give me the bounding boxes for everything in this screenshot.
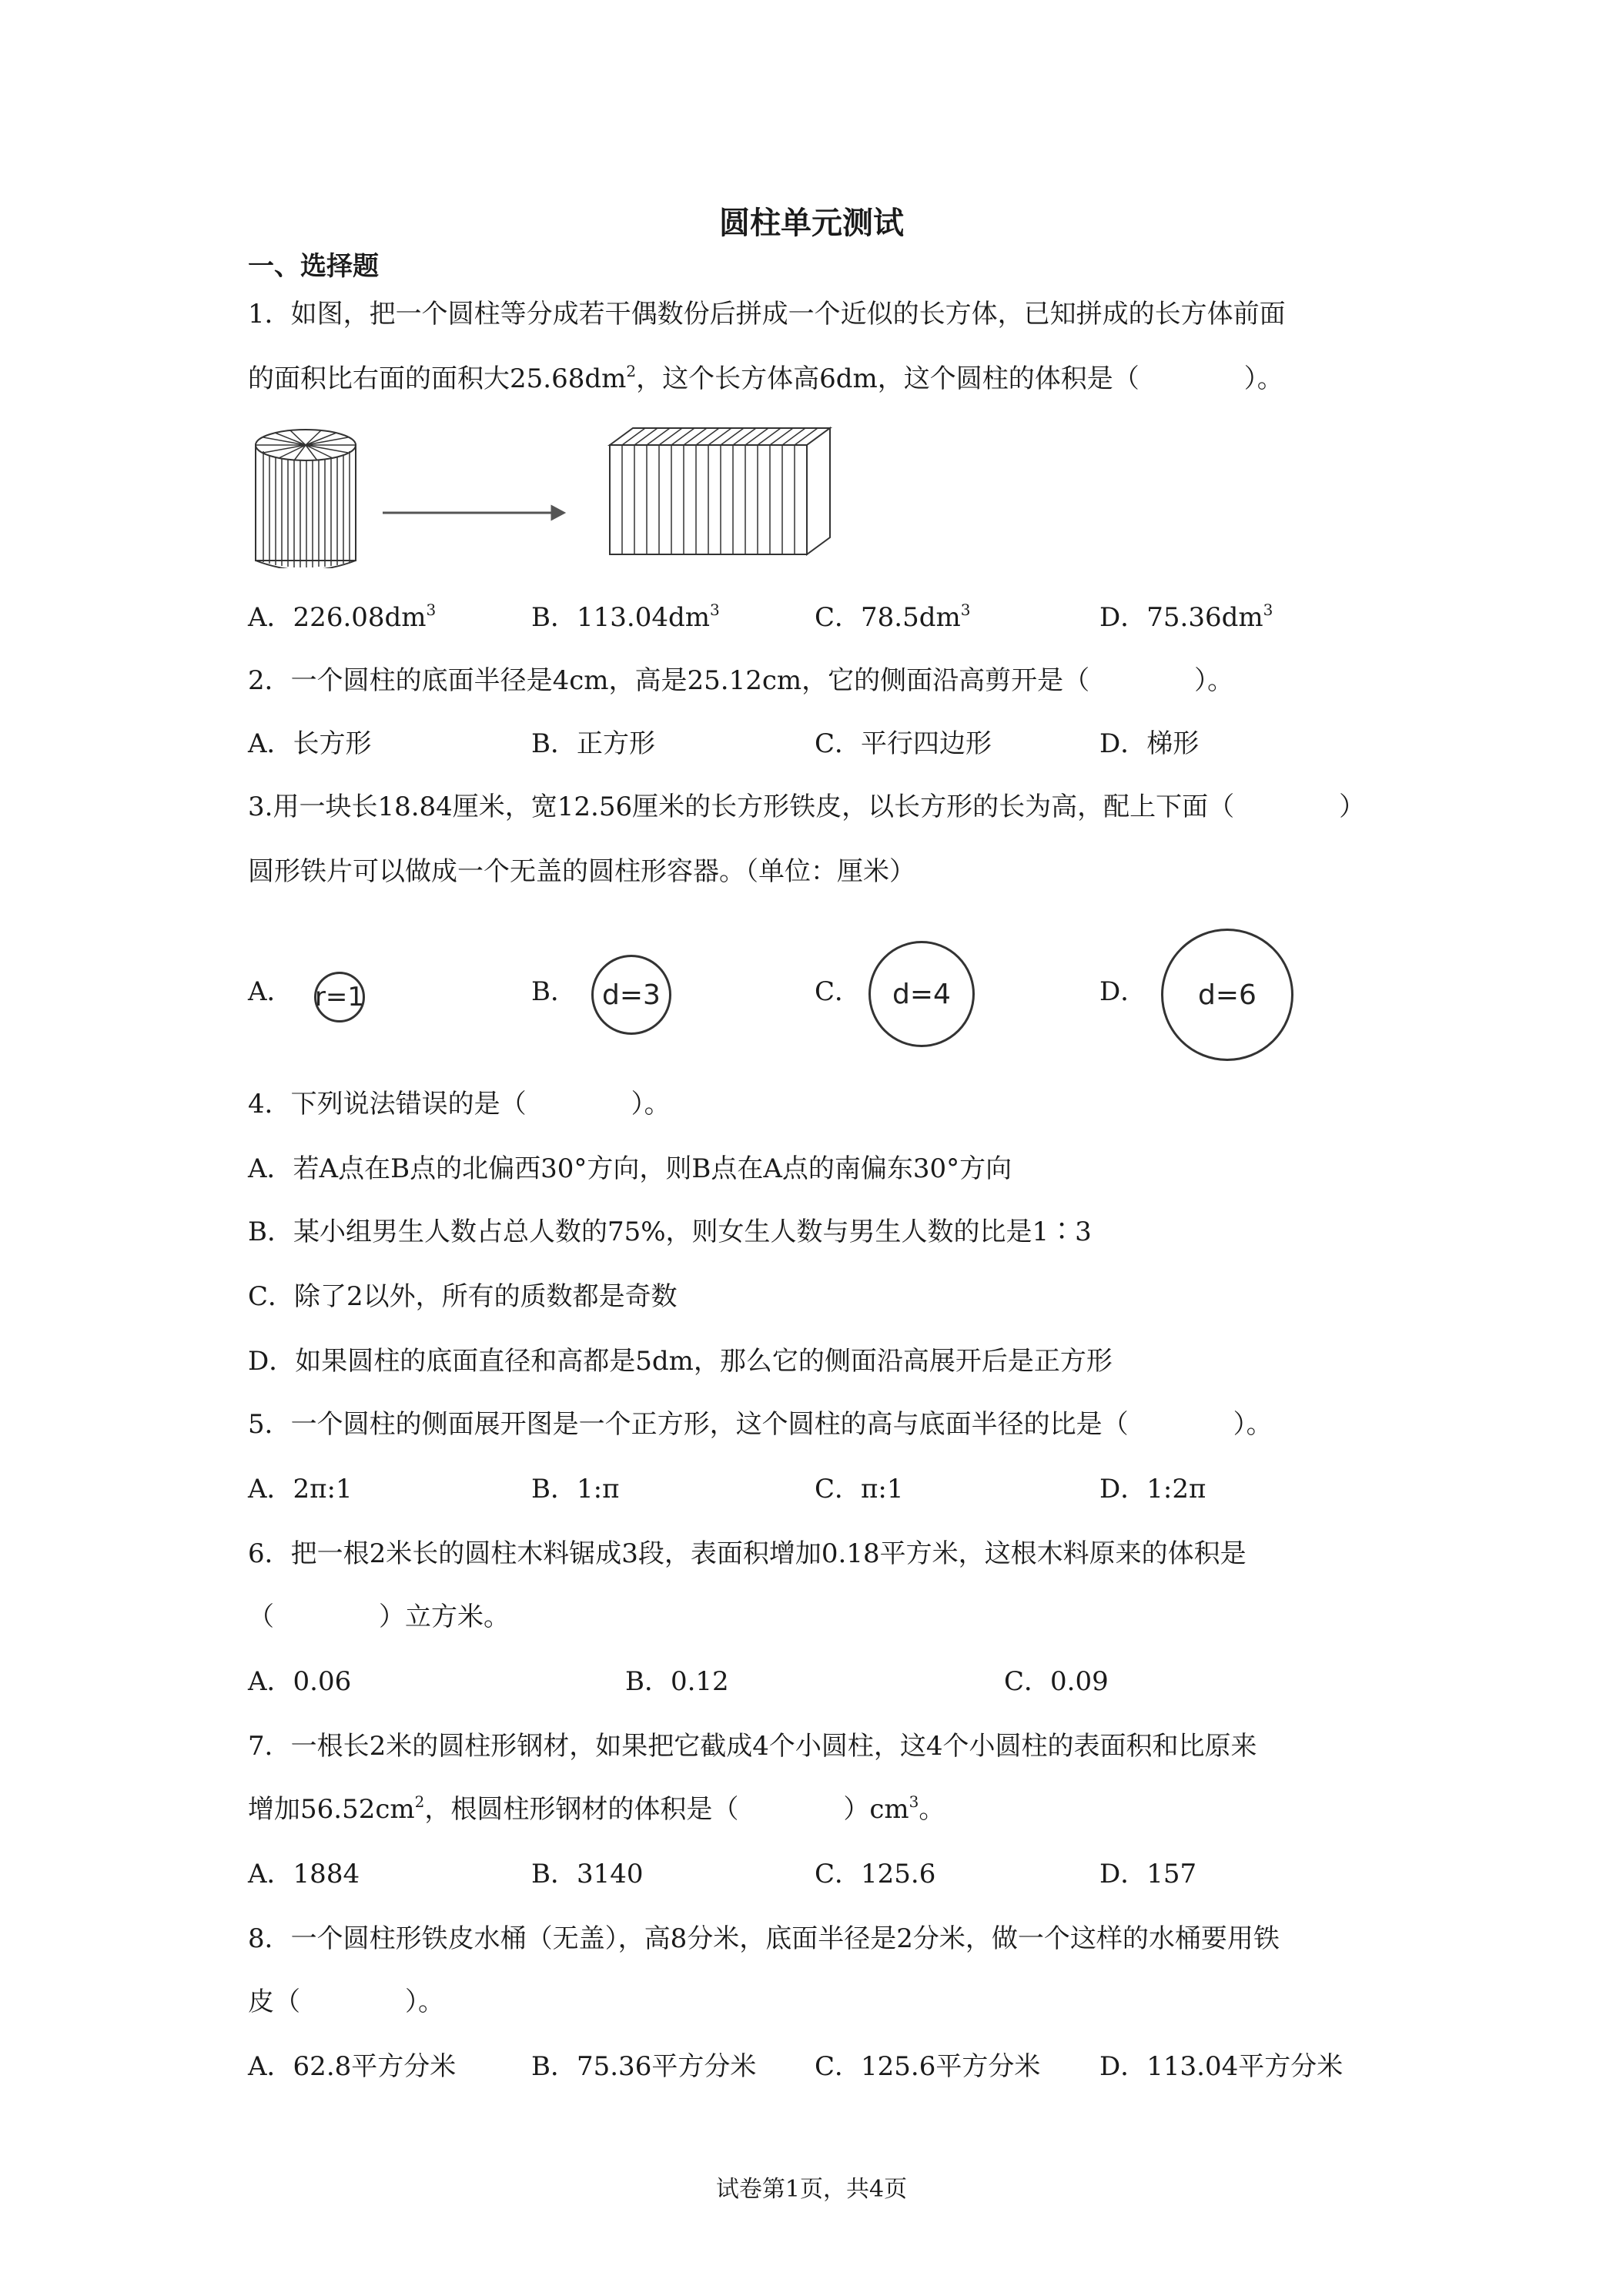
q6-option-b[interactable]: B．0.12 <box>625 1666 729 1697</box>
arrow-icon <box>383 507 564 519</box>
cylinder-figure <box>256 430 356 568</box>
question-8-line-2: 皮（ ）。 <box>248 1986 444 2017</box>
question-6-line-2: （ ）立方米。 <box>248 1602 510 1632</box>
section-heading: 一、选择题 <box>248 251 379 282</box>
q4-option-c[interactable]: C．除了2以外，所有的质数都是奇数 <box>248 1281 678 1312</box>
circle-d4-icon[interactable]: d=4 <box>868 941 975 1047</box>
q7-option-a[interactable]: A．1884 <box>248 1859 360 1889</box>
q4-option-d[interactable]: D．如果圆柱的底面直径和高都是5dm，那么它的侧面沿高展开后是正方形 <box>248 1346 1113 1377</box>
question-8-line-1: 8．一个圆柱形铁皮水桶（无盖），高8分米，底面半径是2分米，做一个这样的水桶要用铁 <box>248 1923 1280 1954</box>
q7-option-b[interactable]: B．3140 <box>531 1859 644 1889</box>
question-6-line-1: 6．把一根2米长的圆柱木料锯成3段，表面积增加0.18平方米，这根木料原来的体积是 <box>248 1538 1247 1569</box>
q8-option-c[interactable]: C．125.6平方分米 <box>815 2051 1041 2082</box>
question-2: 2．一个圆柱的底面半径是4cm，高是25.12cm，它的侧面沿高剪开是（ ）。 <box>248 665 1234 696</box>
q1-option-d[interactable]: D．$75.36dm^3$ <box>1099 601 1273 633</box>
q2-option-a[interactable]: A．长方形 <box>248 728 372 759</box>
cuboid-figure <box>610 428 830 554</box>
q8-option-a[interactable]: A．62.8平方分米 <box>248 2051 457 2082</box>
q5-option-a[interactable]: A．2π:1 <box>248 1474 353 1504</box>
question-1-line-1: 1．如图，把一个圆柱等分成若干偶数份后拼成一个近似的长方体，已知拼成的长方体前面 <box>248 299 1286 330</box>
circle-d3-icon[interactable]: d=3 <box>591 955 671 1035</box>
question-1-line-2: 的面积比右面的面积大$25.68dm^2$，这个长方体高6dm，这个圆柱的体积是（ ）。 <box>248 362 1283 394</box>
cylinder-to-cuboid-figure <box>248 422 833 568</box>
circle-r1-icon[interactable]: r=1 <box>314 972 365 1022</box>
page-footer: 试卷第1页，共4页 <box>715 2176 908 2203</box>
q4-option-b[interactable]: B．某小组男生人数占总人数的75%，则女生人数与男生人数的比是1∶3 <box>248 1217 1092 1247</box>
q5-option-d[interactable]: D．1:2π <box>1099 1474 1206 1504</box>
q1-option-a[interactable]: A．$226.08dm^3$ <box>248 601 437 633</box>
circle-d6-icon[interactable]: d=6 <box>1161 929 1293 1061</box>
question-4: 4．下列说法错误的是（ ）。 <box>248 1089 671 1120</box>
question-7-line-2: 增加$56.52cm^2$，根圆柱形钢材的体积是（ ）$cm^3$。 <box>248 1792 945 1825</box>
q1-option-c[interactable]: C．$78.5dm^3$ <box>815 601 971 633</box>
q8-option-d[interactable]: D．113.04平方分米 <box>1099 2051 1344 2082</box>
q7-option-c[interactable]: C．125.6 <box>815 1859 936 1889</box>
q5-option-c[interactable]: C．π:1 <box>815 1474 904 1504</box>
question-3-line-1: 3.用一块长18.84厘米，宽12.56厘米的长方形铁皮，以长方形的长为高，配上下面（ ） <box>248 792 1366 822</box>
q5-option-b[interactable]: B．1:π <box>531 1474 620 1504</box>
q6-option-a[interactable]: A．0.06 <box>248 1666 352 1697</box>
question-3-line-2: 圆形铁片可以做成一个无盖的圆柱形容器。（单位：厘米） <box>248 856 915 887</box>
q3-option-a-label[interactable]: A． <box>248 976 293 1007</box>
page-title: 圆柱单元测试 <box>719 206 904 241</box>
q1-option-b[interactable]: B．$113.04dm^3$ <box>531 601 720 633</box>
question-5: 5．一个圆柱的侧面展开图是一个正方形，这个圆柱的高与底面半径的比是（ ）。 <box>248 1409 1273 1440</box>
q2-option-d[interactable]: D．梯形 <box>1099 728 1200 759</box>
q4-option-a[interactable]: A．若A点在B点的北偏西30°方向，则B点在A点的南偏东30°方向 <box>248 1153 1012 1184</box>
q3-option-d-label[interactable]: D． <box>1099 976 1147 1007</box>
q6-option-c[interactable]: C．0.09 <box>1004 1666 1109 1697</box>
q2-option-b[interactable]: B．正方形 <box>531 728 655 759</box>
q3-option-c-label[interactable]: C． <box>815 976 862 1007</box>
q8-option-b[interactable]: B．75.36平方分米 <box>531 2051 757 2082</box>
question-7-line-1: 7．一根长2米的圆柱形钢材，如果把它截成4个小圆柱，这4个小圆柱的表面积和比原来 <box>248 1731 1257 1762</box>
q3-option-b-label[interactable]: B． <box>531 976 577 1007</box>
q7-option-d[interactable]: D．157 <box>1099 1859 1197 1889</box>
q2-option-c[interactable]: C．平行四边形 <box>815 728 992 759</box>
